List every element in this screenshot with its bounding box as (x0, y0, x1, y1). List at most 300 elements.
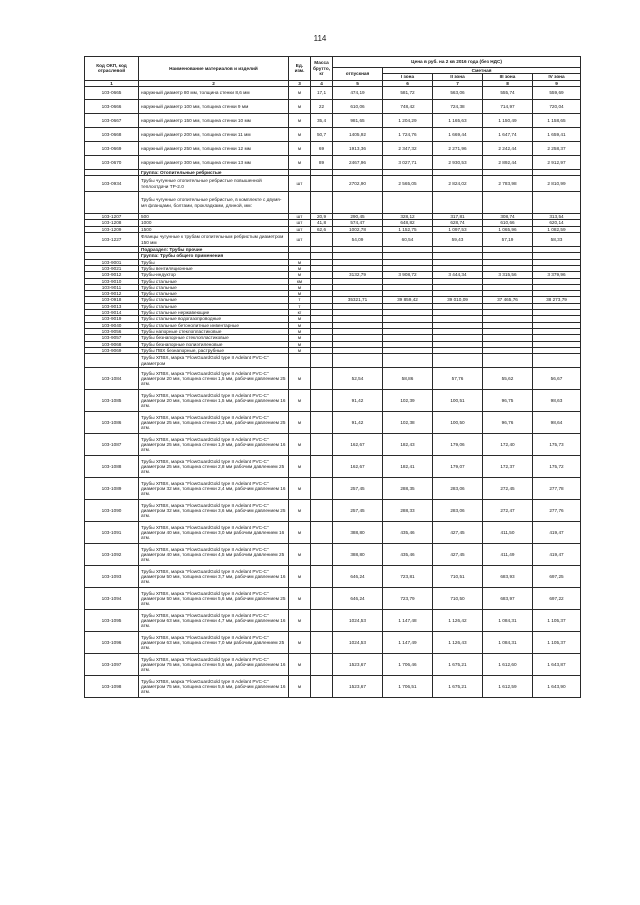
unit-cell: шт (289, 233, 311, 247)
table-row (85, 456, 581, 478)
column-number: 2 (139, 80, 289, 86)
price-zone-4-cell: 1 158,65 (533, 113, 581, 127)
price-zone-1-cell: 648,82 (383, 220, 433, 226)
price-zone-2-cell: 179,06 (433, 434, 483, 456)
price-zone-1-cell: 182,43 (383, 434, 433, 456)
code-cell: 103-9040 (85, 322, 139, 328)
unit-cell: м (289, 632, 311, 654)
price-zone-1-cell: 3 027,71 (383, 155, 433, 169)
price-release-cell: 1523,67 (333, 676, 383, 698)
price-zone-2-cell: 1 126,43 (433, 632, 483, 654)
unit-cell: м (289, 113, 311, 127)
unit-cell: м (289, 654, 311, 676)
table-row (85, 99, 581, 113)
header-release: отпускная (333, 68, 383, 81)
price-zone-2-cell: 1 669,44 (433, 127, 483, 141)
price-zone-1-cell: 1 706,51 (383, 676, 433, 698)
price-zone-3-cell: 272,45 (483, 478, 533, 500)
mass-cell (311, 354, 333, 368)
unit-cell: м (289, 316, 311, 322)
code-cell: 103-9056 (85, 328, 139, 334)
unit-cell: м (289, 566, 311, 588)
name-cell: Трубы ХПВХ, марка "FlowGuardGold type II Adelant PVC-C" диаметром (139, 354, 289, 368)
name-cell: Трубы безнапорные стеклопластиковые (139, 335, 289, 341)
price-zone-2-cell: 2 930,53 (433, 155, 483, 169)
price-zone-4-cell: 2 912,97 (533, 155, 581, 169)
price-release-cell: 388,80 (333, 522, 383, 544)
unit-cell: м (289, 99, 311, 113)
mass-cell (311, 522, 333, 544)
unit-cell: м (289, 335, 311, 341)
price-zone-4-cell: 2 810,99 (533, 176, 581, 192)
mass-cell: 35,4 (311, 113, 333, 127)
name-cell: Трубы безнапорные полиэтиленовые (139, 341, 289, 347)
price-zone-4-cell: 3 379,96 (533, 272, 581, 278)
price-release-cell: 474,19 (333, 86, 383, 99)
price-zone-1-cell: 435,46 (383, 544, 433, 566)
price-zone-4-cell: 58,33 (533, 233, 581, 247)
price-zone-3-cell: 96,75 (483, 390, 533, 412)
unit-cell: м (289, 322, 311, 328)
code-cell: 103-1094 (85, 588, 139, 610)
table-body (85, 86, 581, 697)
price-zone-1-cell: 1 706,46 (383, 654, 433, 676)
price-zone-4-cell: 697,25 (533, 566, 581, 588)
name-cell: наружный диаметр 300 мм, толщина стенки 13 мм (139, 155, 289, 169)
table-row (85, 86, 581, 99)
name-cell: Трубы ХПВХ, марка "FlowGuardGold type II Adelant PVC-C" диаметром 75 мм, толщина стенки 5,6 мм, рабочим давлением 16 атм. (139, 654, 289, 676)
unit-cell: м (289, 368, 311, 390)
name-cell: 1000 (139, 220, 289, 226)
code-cell: 103-1209 (85, 226, 139, 232)
unit-cell: м (289, 127, 311, 141)
price-release-cell: 1002,78 (333, 226, 383, 232)
table-row (85, 368, 581, 390)
name-cell: Трубы ХПВХ, марка "FlowGuardGold type II Adelant PVC-C" диаметром 50 мм, толщина стенки 3,7 мм, рабочим давлением 16 атм. (139, 566, 289, 588)
table-row (85, 654, 581, 676)
unit-cell: шт (289, 176, 311, 192)
price-zone-2-cell: 427,45 (433, 522, 483, 544)
price-zone-1-cell: 723,79 (383, 588, 433, 610)
code-cell: 103-1091 (85, 522, 139, 544)
name-cell: Трубы стальные (139, 278, 289, 284)
unit-cell: м (289, 390, 311, 412)
table-row (85, 155, 581, 169)
name-cell: Трубы стальные (139, 291, 289, 297)
table-row (85, 500, 581, 522)
price-zone-2-cell: 3 444,34 (433, 272, 483, 278)
price-zone-4-cell: 1 659,41 (533, 127, 581, 141)
code-cell (85, 354, 139, 368)
table-row (85, 412, 581, 434)
name-cell: наружный диаметр 200 мм, толщина стенки 11 мм (139, 127, 289, 141)
price-release-cell: 1913,36 (333, 141, 383, 155)
name-cell: наружный диаметр 150 мм, толщина стенки 10 мм (139, 113, 289, 127)
price-release-cell: 257,45 (333, 478, 383, 500)
price-zone-4-cell: 313,54 (533, 214, 581, 220)
code-cell: 103-1092 (85, 544, 139, 566)
unit-cell: шт (289, 214, 311, 220)
code-cell: 103-1095 (85, 610, 139, 632)
unit-cell: м (289, 328, 311, 334)
code-cell: 103-9001 (85, 259, 139, 265)
mass-cell: 17,1 (311, 86, 333, 99)
price-zone-3-cell: 1 150,49 (483, 113, 533, 127)
column-number: 5 (333, 80, 383, 86)
price-release-cell: 91,42 (333, 390, 383, 412)
name-cell: Трубы ХПВХ, марка "FlowGuardGold type II Adelant PVC-C" диаметром 20 мм, толщина стенки 1,5 мм, рабочим давлением 25 атм. (139, 368, 289, 390)
price-zone-3-cell: 2 892,44 (483, 155, 533, 169)
price-release-cell (333, 192, 383, 214)
code-cell: 103-0668 (85, 127, 139, 141)
price-zone-2-cell: 563,06 (433, 86, 483, 99)
price-release-cell: 646,24 (333, 588, 383, 610)
column-number: 3 (289, 80, 311, 86)
price-zone-3-cell: 2 783,98 (483, 176, 533, 192)
table-row (85, 113, 581, 127)
name-cell: Трубы ХПВХ, марка "FlowGuardGold type II Adelant PVC-C" диаметром 32 мм, толщина стенки 2,4 мм, рабочим давлением 16 атм. (139, 478, 289, 500)
price-release-cell: 388,80 (333, 544, 383, 566)
code-cell: 103-1098 (85, 676, 139, 698)
name-cell: 500 (139, 214, 289, 220)
price-table (84, 56, 581, 698)
table-row (85, 522, 581, 544)
header-zone-3: III зона (483, 74, 533, 80)
price-zone-3-cell: 55,62 (483, 368, 533, 390)
price-zone-4-cell (533, 192, 581, 214)
unit-cell: шт (289, 226, 311, 232)
unit-cell: м (289, 434, 311, 456)
unit-cell: т (289, 303, 311, 309)
name-cell: Трубы стальные бетонолитные инвентарные (139, 322, 289, 328)
unit-cell: м (289, 347, 311, 353)
unit-cell: м (289, 155, 311, 169)
name-cell: Трубы чугунные отопительные ребристые повышенной теплоотдачи ТР-2.0 (139, 176, 289, 192)
price-zone-2-cell: 100,51 (433, 390, 483, 412)
price-zone-4-cell: 1 082,59 (533, 226, 581, 232)
header-estimate: Сметная (383, 68, 581, 74)
price-zone-4-cell: 2 258,37 (533, 141, 581, 155)
name-cell: Подраздел: Трубы прочие (139, 247, 289, 253)
page-number: 114 (313, 34, 327, 43)
price-zone-2-cell: 283,06 (433, 478, 483, 500)
price-release-cell (333, 354, 383, 368)
price-zone-2-cell: 710,50 (433, 588, 483, 610)
price-zone-2-cell: 710,51 (433, 566, 483, 588)
price-zone-1-cell: 2 347,32 (383, 141, 433, 155)
name-cell: Трубы чугунные отопительные ребристые, в комплекте с двумя-мя фланцами, болтами, прокладками, длиной, мм: (139, 192, 289, 214)
price-zone-1-cell: 2 565,05 (383, 176, 433, 192)
name-cell: Трубы стальные нержавеющие (139, 310, 289, 316)
column-number: 4 (311, 80, 333, 86)
price-zone-1-cell: 1 724,76 (383, 127, 433, 141)
mass-cell (311, 456, 333, 478)
header-code: Код ОКП, код отраслевой (85, 57, 139, 81)
name-cell: Трубы ХПВХ, марка "FlowGuardGold type II Adelant PVC-C" диаметром 25 мм, толщина стенки 2,3 мм, рабочим давлением 25 атм. (139, 412, 289, 434)
code-cell: 103-0934 (85, 176, 139, 192)
price-release-cell: 52,54 (333, 368, 383, 390)
table-row (85, 127, 581, 141)
name-cell: Трубы-индуктор (139, 272, 289, 278)
price-zone-2-cell: 317,81 (433, 214, 483, 220)
unit-cell: м (289, 544, 311, 566)
price-zone-3-cell: 172,40 (483, 434, 533, 456)
price-zone-4-cell: 277,76 (533, 500, 581, 522)
table-row (85, 141, 581, 155)
price-release-cell: 610,06 (333, 99, 383, 113)
code-cell: 103-1085 (85, 390, 139, 412)
price-zone-2-cell: 59,43 (433, 233, 483, 247)
price-release-cell: 3132,79 (333, 272, 383, 278)
unit-cell: м (289, 610, 311, 632)
unit-cell: м (289, 291, 311, 297)
code-cell: 103-9012 (85, 272, 139, 278)
price-zone-2-cell: 1 165,63 (433, 113, 483, 127)
mass-cell: 50,7 (311, 127, 333, 141)
price-zone-2-cell: 628,74 (433, 220, 483, 226)
name-cell: Трубы (139, 259, 289, 265)
code-cell (85, 192, 139, 214)
name-cell: Трубы вентиляционные (139, 265, 289, 271)
code-cell: 103-1093 (85, 566, 139, 588)
price-zone-2-cell: 1 675,21 (433, 676, 483, 698)
name-cell: Трубы ХПВХ, марка "FlowGuardGold type II Adelant PVC-C" диаметром 75 мм, толщина стенки 5,6 мм, рабочим давлением 16 атм. (139, 676, 289, 698)
mass-cell (311, 478, 333, 500)
price-zone-1-cell: 60,54 (383, 233, 433, 247)
name-cell: Трубы ХПВХ, марка "FlowGuardGold type II Adelant PVC-C" диаметром 63 мм, толщина стенки 4,7 мм, рабочим давлением 16 атм. (139, 610, 289, 632)
header-price-caption: Цена в руб. на 2 кв 2016 года (без НДС) (333, 57, 581, 68)
header-mass: Масса брутто, кг (311, 57, 333, 81)
name-cell: Трубы напорные стеклопластиковые (139, 328, 289, 334)
price-zone-1-cell (383, 192, 433, 214)
unit-cell: м (289, 478, 311, 500)
column-number: 9 (533, 80, 581, 86)
price-release-cell: 981,65 (333, 113, 383, 127)
table-row (85, 544, 581, 566)
price-zone-1-cell (383, 354, 433, 368)
unit-cell: м (289, 265, 311, 271)
code-cell: 103-1096 (85, 632, 139, 654)
unit-cell (289, 192, 311, 214)
table-row (85, 610, 581, 632)
unit-cell: шт (289, 220, 311, 226)
name-cell: Фланцы чугунные к трубам отопительным ребристым диаметром 150 мм (139, 233, 289, 247)
name-cell: Трубы ХПВХ, марка "FlowGuardGold type II Adelant PVC-C" диаметром 25 мм, толщина стенки 1,9 мм, рабочим давлением 16 атм. (139, 434, 289, 456)
code-cell: 103-1086 (85, 412, 139, 434)
price-zone-4-cell: 98,64 (533, 412, 581, 434)
price-zone-4-cell: 559,69 (533, 86, 581, 99)
price-release-cell: 2702,90 (333, 176, 383, 192)
name-cell: Трубы ХПВХ, марка "FlowGuardGold type II Adelant PVC-C" диаметром 25 мм, толщина стенки 2,8 мм рабочим давлением 25 атм. (139, 456, 289, 478)
price-zone-3-cell: 1 065,96 (483, 226, 533, 232)
price-zone-3-cell: 3 315,56 (483, 272, 533, 278)
price-zone-2-cell (433, 354, 483, 368)
unit-cell: м (289, 676, 311, 698)
table-row (85, 434, 581, 456)
code-cell: 103-0669 (85, 141, 139, 155)
mass-cell: 41,8 (311, 220, 333, 226)
price-zone-1-cell: 288,33 (383, 500, 433, 522)
header-zone-4: IV зона (533, 74, 581, 80)
column-number: 6 (383, 80, 433, 86)
price-zone-3-cell: 411,49 (483, 544, 533, 566)
price-zone-3-cell: 411,50 (483, 522, 533, 544)
price-release-cell: 646,24 (333, 566, 383, 588)
price-zone-4-cell: 1 643,90 (533, 676, 581, 698)
price-zone-1-cell: 1 147,49 (383, 632, 433, 654)
price-zone-3-cell: 714,97 (483, 99, 533, 113)
header-zone-2: II зона (433, 74, 483, 80)
code-cell: 103-1090 (85, 500, 139, 522)
code-cell: 103-1208 (85, 220, 139, 226)
code-cell: 103-0670 (85, 155, 139, 169)
code-cell: 103-1089 (85, 478, 139, 500)
price-release-cell: 1024,53 (333, 610, 383, 632)
price-zone-1-cell: 1 147,48 (383, 610, 433, 632)
column-number: 1 (85, 80, 139, 86)
price-zone-3-cell: 683,93 (483, 566, 533, 588)
price-zone-2-cell: 283,06 (433, 500, 483, 522)
price-release-cell: 162,67 (333, 456, 383, 478)
price-zone-2-cell: 1 675,21 (433, 654, 483, 676)
mass-cell (311, 233, 333, 247)
table-row (85, 566, 581, 588)
mass-cell: 62,6 (311, 226, 333, 232)
price-zone-3-cell: 172,37 (483, 456, 533, 478)
price-zone-4-cell: 1 643,87 (533, 654, 581, 676)
price-zone-4-cell: 419,47 (533, 522, 581, 544)
table-row (85, 192, 581, 214)
price-zone-3-cell: 1 647,74 (483, 127, 533, 141)
mass-cell (311, 192, 333, 214)
code-cell: 103-9021 (85, 265, 139, 271)
mass-cell (311, 434, 333, 456)
mass-cell: 69 (311, 141, 333, 155)
code-cell: 103-1087 (85, 434, 139, 456)
unit-cell: м (289, 588, 311, 610)
code-cell: 103-9012 (85, 291, 139, 297)
mass-cell (311, 610, 333, 632)
price-zone-1-cell: 1 152,75 (383, 226, 433, 232)
code-cell: 103-9014 (85, 310, 139, 316)
table-row (85, 354, 581, 368)
unit-cell: м (289, 456, 311, 478)
name-cell: 1500 (139, 226, 289, 232)
price-zone-1-cell: 328,12 (383, 214, 433, 220)
price-zone-3-cell: 96,76 (483, 412, 533, 434)
price-zone-4-cell: 56,67 (533, 368, 581, 390)
unit-cell: м (289, 522, 311, 544)
unit-cell: м (289, 412, 311, 434)
unit-cell: м (289, 500, 311, 522)
name-cell: Трубы ХПВХ, марка "FlowGuardGold type II Adelant PVC-C" диаметром 40 мм, толщина стенки 3,0 мм рабочим давлением 16 атм. (139, 522, 289, 544)
price-release-cell: 290,45 (333, 214, 383, 220)
name-cell: Группа: Трубы общего применения (139, 253, 289, 259)
price-zone-1-cell: 182,41 (383, 456, 433, 478)
mass-cell: 89 (311, 155, 333, 169)
table-row (85, 588, 581, 610)
name-cell: Трубы ХПВХ, марка "FlowGuardGold type II Adelant PVC-C" диаметром 32 мм, толщина стенки 3,6 мм, рабочим давлением 25 атм. (139, 500, 289, 522)
price-zone-4-cell: 1 105,37 (533, 632, 581, 654)
unit-cell: м (289, 341, 311, 347)
price-zone-3-cell: 37 465,76 (483, 297, 533, 303)
price-release-cell: 257,45 (333, 500, 383, 522)
price-zone-3-cell: 1 084,31 (483, 610, 533, 632)
mass-cell (311, 176, 333, 192)
header-zone-1: I зона (383, 74, 433, 80)
table-header (85, 57, 581, 87)
price-zone-3-cell: 57,19 (483, 233, 533, 247)
price-zone-3-cell: 308,74 (483, 214, 533, 220)
price-release-cell: 1024,53 (333, 632, 383, 654)
price-release-cell: 1523,67 (333, 654, 383, 676)
price-zone-2-cell: 2 824,02 (433, 176, 483, 192)
table-row (85, 632, 581, 654)
unit-cell: м (289, 86, 311, 99)
code-cell: 103-1084 (85, 368, 139, 390)
price-zone-4-cell: 620,14 (533, 220, 581, 226)
name-cell: наружный диаметр 100 мм, толщина стенки 9 мм (139, 99, 289, 113)
price-zone-2-cell: 57,76 (433, 368, 483, 390)
price-zone-4-cell (533, 354, 581, 368)
mass-cell (311, 566, 333, 588)
price-release-cell: 2467,96 (333, 155, 383, 169)
price-zone-3-cell: 1 612,59 (483, 676, 533, 698)
name-cell: Трубы стальные (139, 297, 289, 303)
price-zone-1-cell: 1 204,29 (383, 113, 433, 127)
price-zone-3-cell (483, 192, 533, 214)
price-zone-4-cell: 720,04 (533, 99, 581, 113)
mass-cell (311, 368, 333, 390)
table-row (85, 676, 581, 698)
mass-cell (311, 390, 333, 412)
price-release-cell: 91,42 (333, 412, 383, 434)
unit-cell: км (289, 278, 311, 284)
mass-cell (311, 588, 333, 610)
code-cell: 103-0667 (85, 113, 139, 127)
price-release-cell: 574,47 (333, 220, 383, 226)
price-zone-2-cell: 724,38 (433, 99, 483, 113)
unit-cell: м (289, 284, 311, 290)
code-cell: 103-9068 (85, 341, 139, 347)
name-cell: Трубы ХПВХ, марка "FlowGuardGold type II Adelant PVC-C" диаметром 40 мм, толщина стенки 4,5 мм рабочим давлением 25 атм. (139, 544, 289, 566)
table-row (85, 176, 581, 192)
price-zone-3-cell: 610,66 (483, 220, 533, 226)
mass-cell (311, 544, 333, 566)
price-release-cell: 35321,71 (333, 297, 383, 303)
name-cell: наружный диаметр 80 мм, толщина стенки 8,6 мм (139, 86, 289, 99)
price-zone-3-cell: 272,47 (483, 500, 533, 522)
price-zone-3-cell: 683,97 (483, 588, 533, 610)
name-cell: Трубы стальные (139, 284, 289, 290)
unit-cell: кг (289, 310, 311, 316)
price-zone-4-cell: 277,78 (533, 478, 581, 500)
price-zone-1-cell: 288,35 (383, 478, 433, 500)
price-zone-2-cell: 179,07 (433, 456, 483, 478)
price-zone-1-cell: 39 859,42 (383, 297, 433, 303)
unit-cell: м (289, 259, 311, 265)
price-zone-3-cell: 555,74 (483, 86, 533, 99)
price-zone-1-cell: 3 908,72 (383, 272, 433, 278)
price-zone-4-cell: 1 105,37 (533, 610, 581, 632)
column-number: 8 (483, 80, 533, 86)
code-cell: 103-9057 (85, 335, 139, 341)
price-zone-2-cell: 100,50 (433, 412, 483, 434)
table-row (85, 478, 581, 500)
price-zone-1-cell: 102,39 (383, 390, 433, 412)
price-release-cell: 54,09 (333, 233, 383, 247)
mass-cell (311, 412, 333, 434)
